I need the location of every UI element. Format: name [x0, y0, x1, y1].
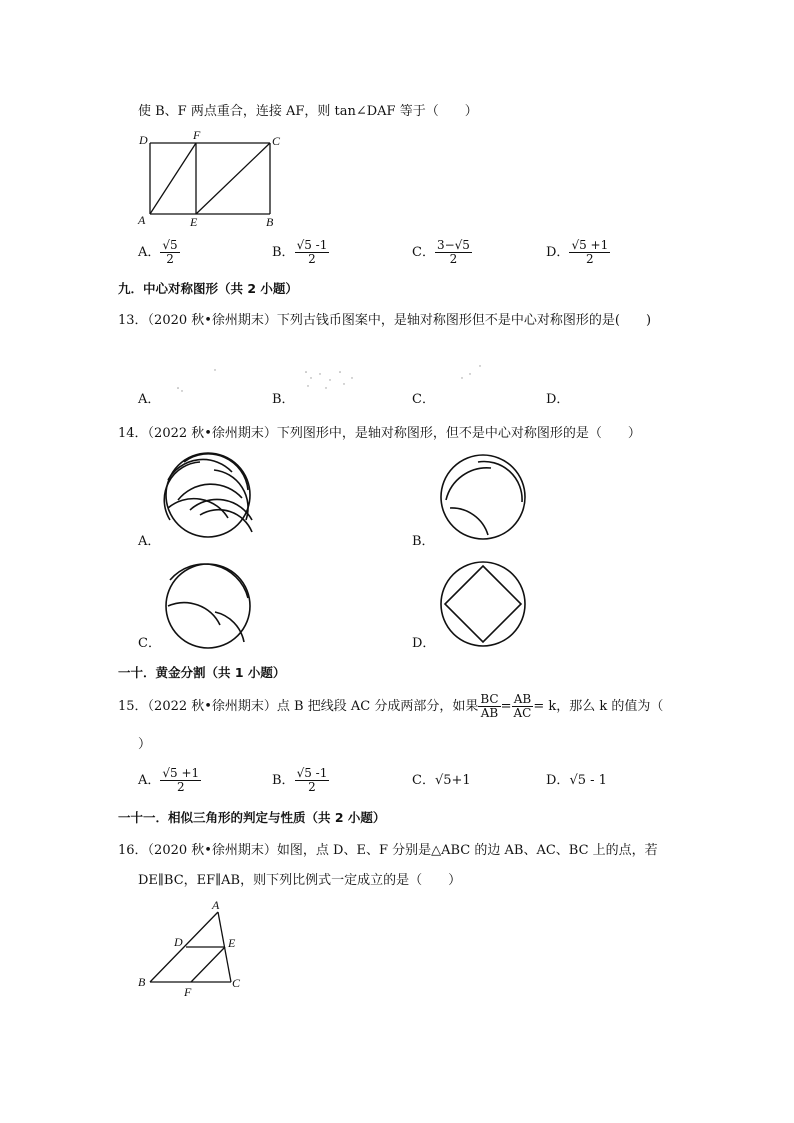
q12-label-b: B — [266, 215, 274, 229]
q15-option-d[interactable]: D．√5 - 1 — [546, 773, 607, 788]
q16-stem-line-1: 16．（2020 秋•徐州期末）如图，点 D、E、F 分别是△ABC 的边 AB、AC、BC 上的点，若 — [118, 843, 658, 858]
q16-label-d: D — [174, 935, 183, 949]
q12-label-f: F — [193, 128, 201, 142]
q14-stem: 14．（2022 秋•徐州期末）下列图形中，是轴对称图形，但不是中心对称图形的是（ ） — [118, 426, 641, 441]
q12-label-e: E — [190, 215, 198, 229]
q12-option-a[interactable]: A． $\frac{√5}{2}$ — [138, 238, 178, 266]
q15-option-b[interactable]: B． $\frac{√5 -1}{2}$ — [272, 766, 328, 794]
q16-stem-line-2: DE∥BC，EF∥AB，则下列比例式一定成立的是（ ） — [138, 873, 462, 888]
q12-stem: 使 B、F 两点重合，连接 AF，则 tan∠DAF 等于（ ） — [138, 104, 478, 119]
section-11-title: 一十一．相似三角形的判定与性质（共 2 小题） — [118, 810, 386, 825]
q13-option-b[interactable]: B． — [272, 392, 295, 407]
q12-option-b[interactable]: B． $\frac{√5 -1}{2}$ — [272, 238, 328, 266]
section-10-title: 一十．黄金分割（共 1 小题） — [118, 665, 286, 680]
q14-option-d[interactable]: D． — [412, 636, 436, 651]
q12-option-c[interactable]: C． $\frac{3-√5}{2}$ — [412, 238, 470, 266]
section-9-title: 九．中心对称图形（共 2 小题） — [118, 281, 298, 296]
q15-option-c[interactable]: C．√5+1 — [412, 773, 471, 788]
q15-option-a[interactable]: A． $\frac{√5 +1}{2}$ — [138, 766, 200, 794]
q12-label-a: A — [138, 213, 146, 227]
q14-option-b[interactable]: B． — [412, 534, 435, 549]
q16-label-a: A — [212, 898, 220, 912]
q16-label-c: C — [232, 976, 241, 990]
q13-option-c[interactable]: C． — [412, 392, 435, 407]
q16-label-f: F — [184, 985, 192, 999]
q15-stem-close: ） — [138, 737, 152, 752]
q12-label-d: D — [139, 133, 148, 147]
q13-option-d[interactable]: D． — [546, 392, 570, 407]
q13-option-a[interactable]: A． — [138, 392, 161, 407]
q14-option-a[interactable]: A． — [138, 534, 161, 549]
q15-stem: 15．（2022 秋•徐州期末）点 B 把线段 AC 分成两部分，如果 $\frac{BC}{AB}$ = $\frac{AB}{AC}$ = k，那么 k 的值为（ — [118, 692, 664, 720]
q16-label-e: E — [228, 936, 236, 950]
q16-label-b: B — [138, 975, 146, 989]
q12-label-c: C — [272, 134, 281, 148]
q13-stem: 13．（2020 秋•徐州期末）下列古钱币图案中，是轴对称图形但不是中心对称图形的是( ) — [118, 313, 652, 328]
q14-option-c[interactable]: C． — [138, 636, 161, 651]
q12-option-d[interactable]: D． $\frac{√5 +1}{2}$ — [546, 238, 609, 266]
